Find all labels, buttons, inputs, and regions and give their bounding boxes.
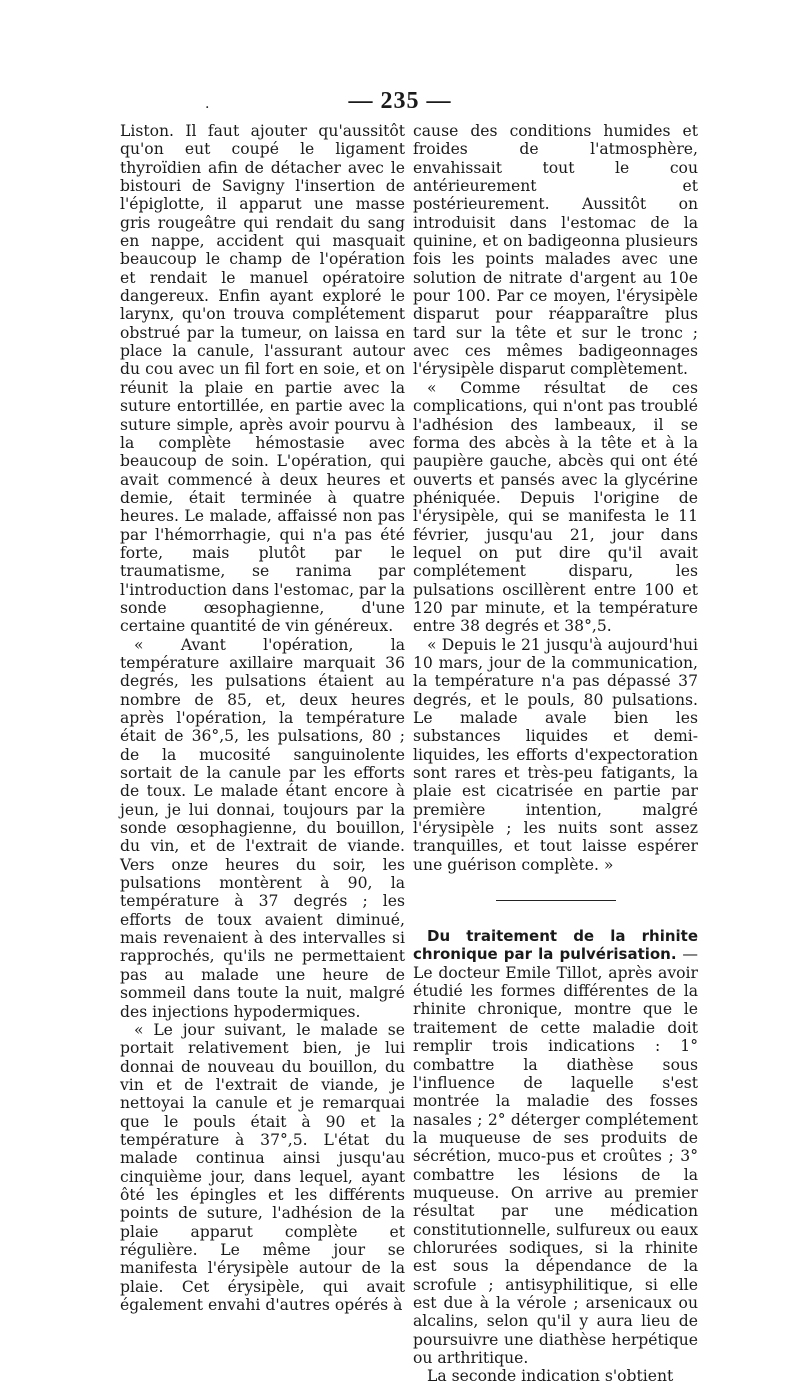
paragraph: « Depuis le 21 jusqu'à aujourd'hui 10 mars, jour de la communication, la température n'a pas dépassé 37 degrés, et le pouls, 80 pulsations. Le malade avale bien les substances liquides et demi-liquides, les efforts d'expectoration sont rares et très-peu fatigants, la plaie est cicatrisée en partie par première intention, malgré l'érysipèle ; les nuits sont assez tranquilles, et tout laisse espérer une guérison complète. »: [413, 635, 698, 874]
paragraph: « Comme résultat de ces complications, qui n'ont pas troublé l'adhésion des lambeaux, il se forma des abcès à la tête et à la paupière gauche, abcès qui ont été ouverts et pansés avec la glycérine phéniquée. Depuis l'origine de l'érysipèle, qui se manifesta le 11 février, jusqu'au 21, jour dans lequel on put dire qu'il avait complétement disparu, les pulsations oscillèrent entre 100 et 120 par minute, et la température entre 38 degrés et 38°,5.: [413, 378, 698, 636]
page-number: — 235 —: [348, 88, 452, 114]
section-paragraph: [413, 927, 698, 1367]
paragraph: « Le jour suivant, le malade se portait relativement bien, je lui donnai de nouveau du bouillon, du vin et de l'extrait de viande, je nettoyai la canule et je remarquai que le pouls était à 90 et la température à 37°,5. L'état du malade continua ainsi jusqu'au cinquième jour, dans lequel, ayant ôté les épingles et les différents points de suture, l'adhésion de la plaie apparut complète et régulière. Le même jour se manifesta l'érysipèle autour de la plaie. Cet érysipèle, qui avait également envahi d'autres opérés à: [120, 1020, 405, 1314]
paragraph: cause des conditions humides et froides de l'atmosphère, envahissait tout le cou antérieurement et postérieurement. Aussitôt on introduisit dans l'estomac de la quinine, et on badigeonna plusieurs fois les points malades avec une solution de nitrate d'argent au 10e pour 100. Par ce moyen, l'érysipèle disparut pour réapparaître plus tard sur la tête et sur le tronc ; avec ces mêmes badigeonnages l'érysipèle disparut complètement.: [413, 122, 698, 379]
paragraph-last-line: La seconde indication s'obtient: [427, 1367, 674, 1386]
section-text: — Le docteur Emile Tillot, après avoir étudié les formes différentes de la rhinite chronique, montre que le traitement de cette maladie doit remplir trois indications : 1° combattre la diathèse sous l'influence de laquelle s'est montrée la maladie des fosses nasales ; 2° déterger complétement la muqueuse de ses produits de sécrétion, muco-pus et croûtes ; 3° combattre les lésions de la muqueuse. On arrive au premier résultat par une médication constitutionnelle, sulfureux ou eaux chlorurées sodiques, si la rhinite est sous la dépendance de la scrofule ; antisyphilitique, si elle est due à la vérole ; arsenicaux ou alcalins, selon qu'il y aura lieu de poursuivre une diathèse herpétique ou arthritique.: [413, 945, 698, 1367]
stray-mark: .: [205, 96, 210, 112]
left-column: [120, 122, 405, 1314]
paragraph: Liston. Il faut ajouter qu'aussitôt qu'on eut coupé le ligament thyroïdien afin de détacher avec le bistouri de Savigny l'insertion de l'épiglotte, il apparut une masse gris rougeâtre qui rendait du sang en nappe, accident qui masquait beaucoup le champ de l'opération et rendait le manuel opératoire dangereux. Enfin ayant exploré le larynx, qu'on trouva complétement obstrué par la tumeur, on laissa en place la canule, l'assurant autour du cou avec un fil fort en soie, et on réunit la plaie en partie avec la suture entortillée, en partie avec la suture simple, après avoir pourvu à la complète hémostasie avec beaucoup de soin. L'opération, qui avait commencé à deux heures et demie, était terminée à quatre heures. Le malade, affaissé non pas par l'hémorrhagie, qui n'a pas été forte, mais plutôt par le traumatisme, se ranima par l'introduction dans l'estomac, par la sonde œsophagienne, d'une certaine quantité de vin généreux.: [120, 122, 405, 636]
section-divider: [496, 900, 616, 901]
paragraph: « Avant l'opération, la température axillaire marquait 36 degrés, les pulsations étaient au nombre de 85, et, deux heures après l'opération, la température était de 36°,5, les pulsations, 80 ; de la mucosité sanguinolente sortait de la canule par les efforts de toux. Le malade étant encore à jeun, je lui donnai, toujours par la sonde œsophagienne, du bouillon, du vin, et de l'extrait de viande. Vers onze heures du soir, les pulsations montèrent à 90, la température à 37 degrés ; les efforts de toux avaient diminué, mais revenaient à des intervalles si rapprochés, qu'ils ne permettaient pas au malade une heure de sommeil dans toute la nuit, malgré des injections hypodermiques.: [120, 635, 405, 1021]
right-column: [413, 122, 698, 1386]
section-heading: Du traitement de la rhinite chronique par la pulvérisation.: [413, 927, 698, 964]
